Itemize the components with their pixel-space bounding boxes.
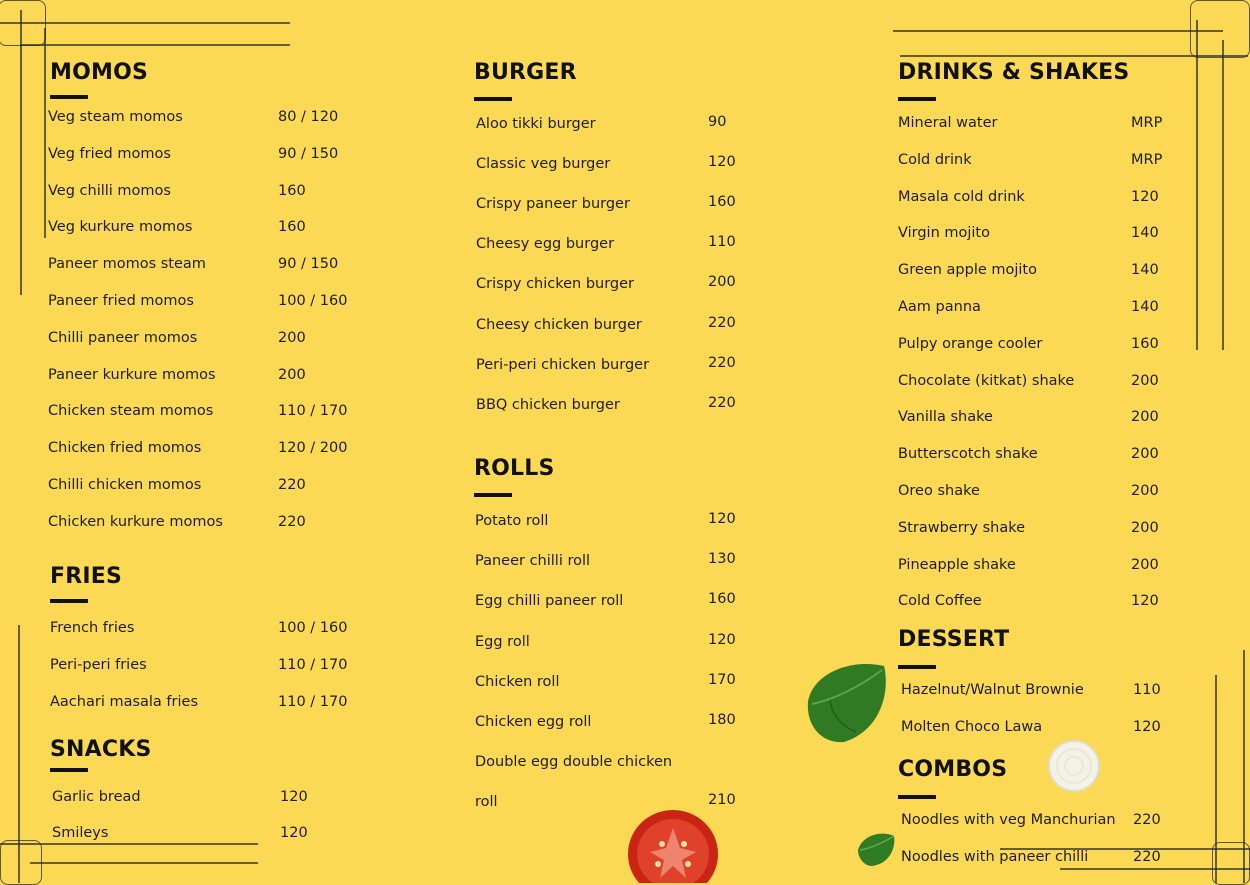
menu-item-price: 220 bbox=[1133, 849, 1161, 865]
menu-item-price: 120 bbox=[280, 825, 308, 841]
menu-item-name: Chicken roll bbox=[475, 674, 560, 690]
menu-item-name: Double egg double chicken bbox=[475, 754, 673, 770]
menu-item-name: Vanilla shake bbox=[898, 409, 993, 425]
menu-item-name: Aam panna bbox=[898, 299, 981, 315]
menu-item-price: 220 bbox=[278, 477, 306, 493]
menu-item-price: 90 bbox=[708, 114, 727, 130]
section-title-dessert: DESSERT bbox=[898, 627, 1010, 652]
menu-item-name: Veg kurkure momos bbox=[48, 219, 193, 235]
menu-item-name: Chicken fried momos bbox=[48, 440, 202, 456]
menu-item-name: Potato roll bbox=[475, 513, 549, 529]
frame-line bbox=[20, 44, 290, 46]
menu-item-name: roll bbox=[475, 794, 498, 810]
menu-item-price: 210 bbox=[708, 792, 736, 808]
section-title-drinks: DRINKS & SHAKES bbox=[898, 60, 1130, 85]
menu-item-name: Peri-peri chicken burger bbox=[476, 357, 650, 373]
section-underline bbox=[898, 665, 936, 669]
frame-line bbox=[1196, 20, 1198, 350]
menu-item-name: Virgin mojito bbox=[898, 225, 990, 241]
frame-line bbox=[20, 10, 22, 295]
frame-line bbox=[0, 843, 258, 845]
menu-item-price: 140 bbox=[1131, 262, 1159, 278]
menu-item-price: 220 bbox=[1133, 812, 1161, 828]
menu-item-price: 120 bbox=[280, 789, 308, 805]
menu-item-price: 200 bbox=[1131, 557, 1159, 573]
frame-line bbox=[893, 30, 1223, 32]
frame-line bbox=[1222, 40, 1224, 350]
menu-item-name: Paneer momos steam bbox=[48, 256, 206, 272]
menu-item-price: 160 bbox=[278, 183, 306, 199]
menu-item-price: 160 bbox=[708, 194, 736, 210]
menu-item-price: 120 bbox=[1131, 189, 1159, 205]
menu-item-price: 110 / 170 bbox=[278, 403, 348, 419]
menu-item-name: French fries bbox=[50, 620, 135, 636]
menu-item-price: 140 bbox=[1131, 225, 1159, 241]
menu-item-price: 120 bbox=[1131, 593, 1159, 609]
menu-item-price: 200 bbox=[1131, 520, 1159, 536]
menu-item-price: 120 bbox=[708, 632, 736, 648]
section-underline bbox=[898, 97, 936, 101]
frame-line bbox=[0, 22, 290, 24]
section-underline bbox=[50, 768, 88, 772]
menu-item-name: Peri-peri fries bbox=[50, 657, 147, 673]
menu-item-price: 100 / 160 bbox=[278, 293, 348, 309]
menu-item-price: 200 bbox=[708, 274, 736, 290]
menu-item-name: Chicken steam momos bbox=[48, 403, 214, 419]
menu-item-price: 140 bbox=[1131, 299, 1159, 315]
menu-item-price: 110 / 170 bbox=[278, 657, 348, 673]
menu-item-price: 200 bbox=[1131, 446, 1159, 462]
menu-item-name: Butterscotch shake bbox=[898, 446, 1038, 462]
menu-item-price: 170 bbox=[708, 672, 736, 688]
menu-item-price: 220 bbox=[708, 315, 736, 331]
menu-item-price: 200 bbox=[278, 330, 306, 346]
menu-item-name: Paneer kurkure momos bbox=[48, 367, 216, 383]
menu-item-name: Molten Choco Lawa bbox=[901, 719, 1043, 735]
menu-item-price: 180 bbox=[708, 712, 736, 728]
menu-item-price: 110 bbox=[708, 234, 736, 250]
menu-item-name: Paneer fried momos bbox=[48, 293, 194, 309]
menu-item-price: 130 bbox=[708, 551, 736, 567]
section-title-snacks: SNACKS bbox=[50, 737, 152, 762]
menu-item-price: 120 / 200 bbox=[278, 440, 348, 456]
menu-item-price: MRP bbox=[1131, 152, 1163, 168]
frame-line bbox=[1060, 868, 1250, 870]
menu-item-name: Pineapple shake bbox=[898, 557, 1016, 573]
menu-item-name: Noodles with veg Manchurian bbox=[901, 812, 1116, 828]
menu-item-price: 120 bbox=[708, 154, 736, 170]
frame-line bbox=[1215, 675, 1217, 883]
section-underline bbox=[474, 97, 512, 101]
section-underline bbox=[898, 795, 936, 799]
tomato-slice-icon bbox=[626, 808, 720, 883]
menu-item-price: 220 bbox=[708, 395, 736, 411]
menu-item-name: Pulpy orange cooler bbox=[898, 336, 1043, 352]
menu-item-name: Veg steam momos bbox=[48, 109, 183, 125]
menu-item-name: Chilli chicken momos bbox=[48, 477, 202, 493]
menu-item-price: 200 bbox=[1131, 409, 1159, 425]
menu-item-price: 120 bbox=[1133, 719, 1161, 735]
menu-item-price: 90 / 150 bbox=[278, 146, 339, 162]
menu-item-name: Aachari masala fries bbox=[50, 694, 198, 710]
menu-item-price: 120 bbox=[708, 511, 736, 527]
menu-item-price: 110 bbox=[1133, 682, 1161, 698]
menu-item-name: Chocolate (kitkat) shake bbox=[898, 373, 1075, 389]
menu-item-name: Cold drink bbox=[898, 152, 972, 168]
section-title-burger: BURGER bbox=[474, 60, 577, 85]
menu-item-name: Cheesy chicken burger bbox=[476, 317, 642, 333]
menu-item-name: Smileys bbox=[52, 825, 109, 841]
section-title-momos: MOMOS bbox=[50, 60, 149, 85]
frame-line bbox=[30, 862, 258, 864]
menu-item-price: 80 / 120 bbox=[278, 109, 339, 125]
frame-line bbox=[44, 28, 46, 238]
menu-item-name: Classic veg burger bbox=[476, 156, 611, 172]
menu-item-price: 200 bbox=[278, 367, 306, 383]
menu-item-price: 220 bbox=[278, 514, 306, 530]
menu-item-price: 220 bbox=[708, 355, 736, 371]
menu-item-price: 100 / 160 bbox=[278, 620, 348, 636]
menu-item-price: 110 / 170 bbox=[278, 694, 348, 710]
section-underline bbox=[50, 599, 88, 603]
section-underline bbox=[50, 95, 88, 99]
menu-item-name: Egg roll bbox=[475, 634, 530, 650]
menu-item-name: BBQ chicken burger bbox=[476, 397, 620, 413]
section-underline bbox=[474, 493, 512, 497]
menu-item-name: Aloo tikki burger bbox=[476, 116, 596, 132]
menu-item-name: Cheesy egg burger bbox=[476, 236, 615, 252]
section-title-combos: COMBOS bbox=[898, 757, 1008, 782]
menu-item-name: Egg chilli paneer roll bbox=[475, 593, 624, 609]
menu-item-price: MRP bbox=[1131, 115, 1163, 131]
menu-item-name: Mineral water bbox=[898, 115, 998, 131]
menu-item-name: Strawberry shake bbox=[898, 520, 1026, 536]
menu-item-price: 160 bbox=[708, 591, 736, 607]
menu-item-name: Cold Coffee bbox=[898, 593, 982, 609]
menu-item-price: 160 bbox=[1131, 336, 1159, 352]
menu-item-name: Chicken kurkure momos bbox=[48, 514, 223, 530]
menu-item-price: 200 bbox=[1131, 483, 1159, 499]
menu-item-name: Crispy chicken burger bbox=[476, 276, 635, 292]
menu-item-name: Veg fried momos bbox=[48, 146, 171, 162]
section-title-rolls: ROLLS bbox=[474, 456, 555, 481]
corner-frame-top-right bbox=[1190, 0, 1250, 58]
basil-leaf-icon bbox=[856, 828, 898, 870]
onion-slice-icon bbox=[1046, 738, 1102, 794]
menu-item-name: Green apple mojito bbox=[898, 262, 1037, 278]
menu-item-name: Noodles with paneer chilli bbox=[901, 849, 1089, 865]
menu-item-price: 160 bbox=[278, 219, 306, 235]
menu-item-name: Hazelnut/Walnut Brownie bbox=[901, 682, 1084, 698]
menu-item-price: 200 bbox=[1131, 373, 1159, 389]
menu-item-name: Masala cold drink bbox=[898, 189, 1025, 205]
menu-item-price: 90 / 150 bbox=[278, 256, 339, 272]
menu-item-name: Crispy paneer burger bbox=[476, 196, 630, 212]
menu-item-name: Garlic bread bbox=[52, 789, 141, 805]
menu-item-name: Paneer chilli roll bbox=[475, 553, 591, 569]
menu-item-name: Oreo shake bbox=[898, 483, 980, 499]
menu-item-name: Chicken egg roll bbox=[475, 714, 592, 730]
menu-item-name: Chilli paneer momos bbox=[48, 330, 198, 346]
basil-leaf-icon bbox=[802, 660, 892, 746]
section-title-fries: FRIES bbox=[50, 564, 123, 589]
menu-item-name: Veg chilli momos bbox=[48, 183, 171, 199]
